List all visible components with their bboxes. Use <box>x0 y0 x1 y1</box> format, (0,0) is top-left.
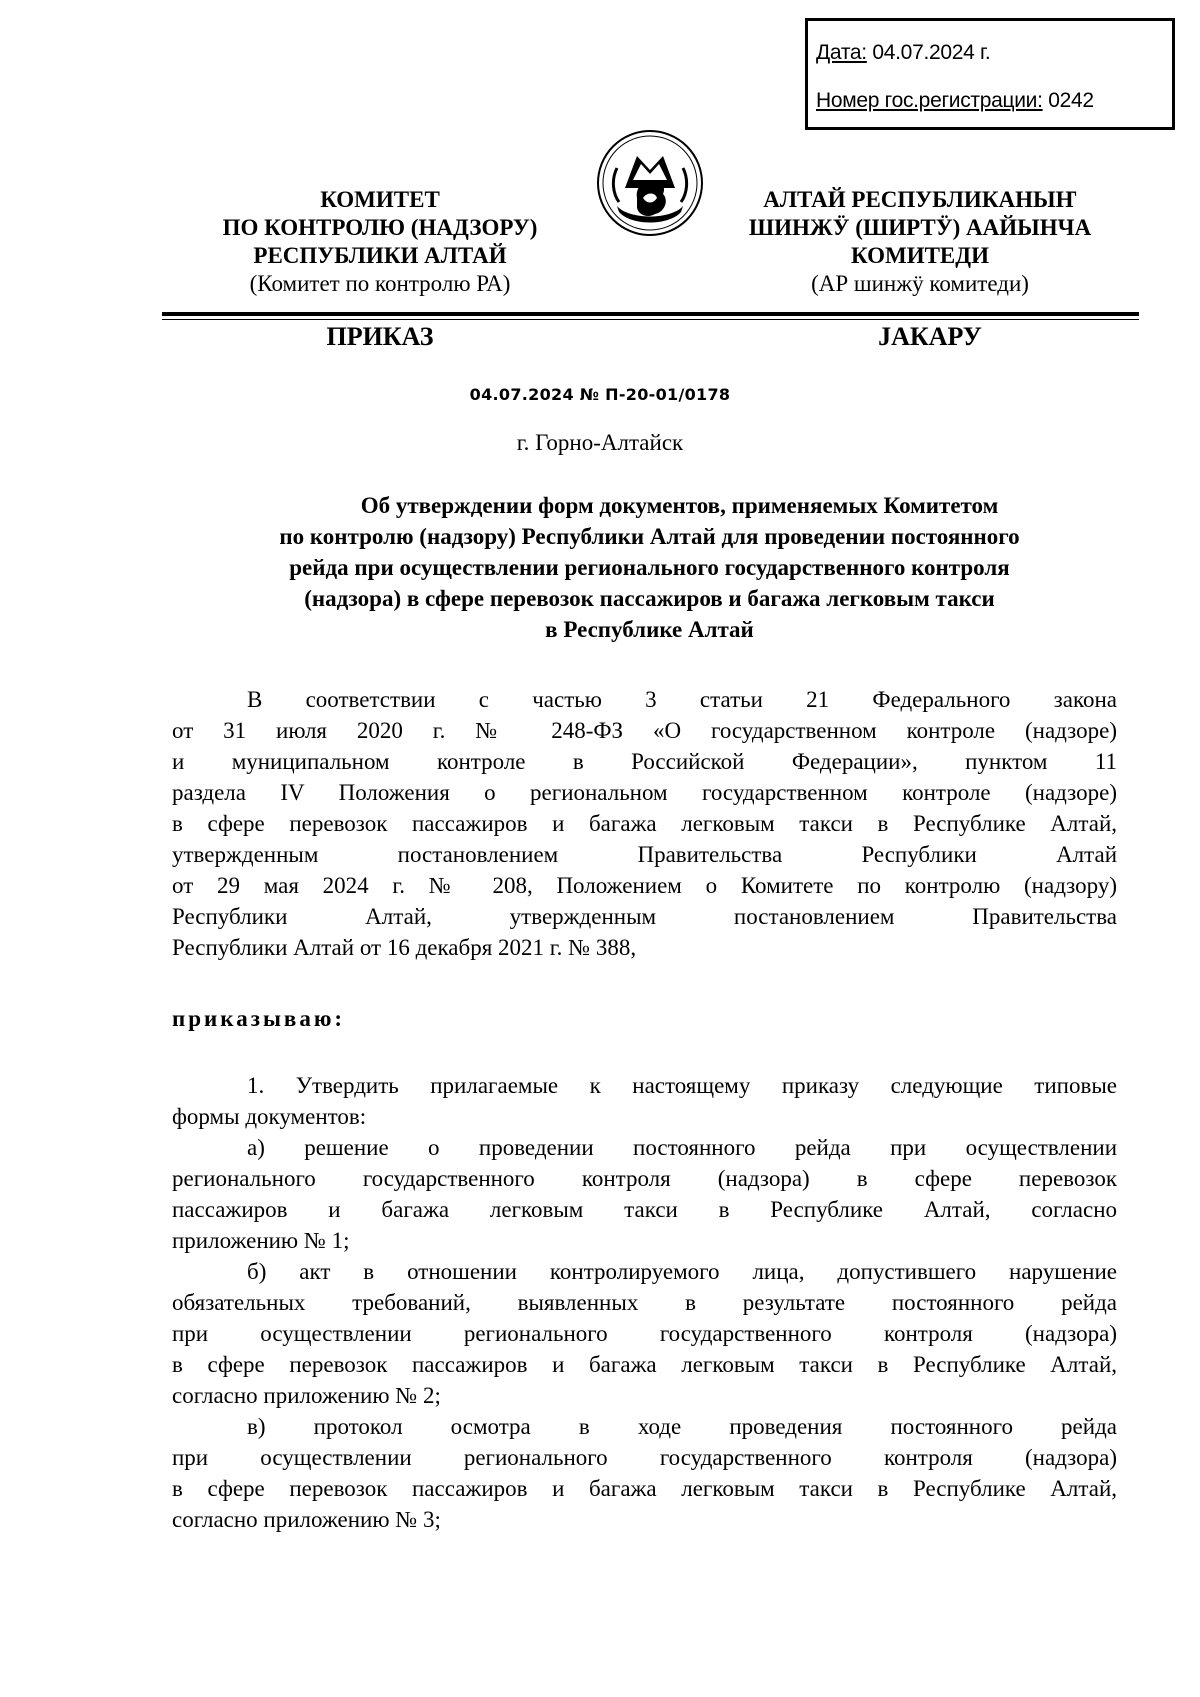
header-divider-thick <box>162 312 1139 316</box>
item-line: согласно приложению № 2; <box>172 1383 441 1408</box>
number-label: Номер гос.регистрации: <box>816 89 1043 112</box>
header-left-russian <box>200 186 560 298</box>
committee-name-line1: КОМИТЕТ <box>320 187 440 212</box>
registration-stamp <box>805 18 1175 130</box>
subject-line: (надзора) в сфере перевозок пассажиров и багажа легковым такси <box>304 586 995 611</box>
city: г. Горно-Алтайск <box>516 430 684 455</box>
item-line: 1. Утвердить прилагаемые к настоящему приказу следующие типовые <box>247 1073 1117 1098</box>
document-number: 04.07.2024 № П-20-01/0178 <box>469 385 731 404</box>
registration-number <box>816 89 1094 113</box>
document-subject <box>172 490 1127 645</box>
doc-type-russian: ПРИКАЗ <box>326 322 434 351</box>
paragraph-line: Республики Алтай, утвержденным постановлением Правительства <box>172 904 1117 929</box>
date-label: Дата: <box>816 41 867 64</box>
committee-altai-line3: КОМИТЕДИ <box>851 243 989 268</box>
coat-of-arms-icon <box>595 128 705 238</box>
paragraph-line: утвержденным постановлением Правительства Республики Алтай <box>172 842 1117 867</box>
item-line: приложению № 1; <box>172 1228 350 1253</box>
item-line: в сфере перевозок пассажиров и багажа легковым такси в Республике Алтай, <box>172 1352 1117 1377</box>
committee-altai-short-name: (АР шинжӱ комитеди) <box>811 271 1029 296</box>
paragraph-line: раздела IV Положения о региональном государственном контроле (надзоре) <box>172 780 1117 805</box>
preamble-paragraph <box>172 684 1117 963</box>
committee-altai-line1: АЛТАЙ РЕСПУБЛИКАНЫҤ <box>763 187 1077 212</box>
item-line: при осуществлении регионального государственного контроля (надзора) <box>172 1321 1117 1346</box>
committee-name-line2: ПО КОНТРОЛЮ (НАДЗОРУ) <box>222 215 538 240</box>
item-line: б) акт в отношении контролируемого лица, допустившего нарушение <box>247 1259 1117 1284</box>
header-divider-thin <box>162 319 1139 320</box>
subject-line: рейда при осуществлении регионального государственного контроля <box>289 555 1010 580</box>
item-line: формы документов: <box>172 1104 367 1129</box>
paragraph-line: от 29 мая 2024 г. № 208, Положением о Комитете по контролю (надзору) <box>172 873 1117 898</box>
item-line: пассажиров и багажа легковым такси в Республике Алтай, согласно <box>172 1197 1117 1222</box>
item-line: регионального государственного контроля (надзора) в сфере перевозок <box>172 1166 1117 1191</box>
order-word: приказываю: <box>172 1006 346 1031</box>
item-line: в) протокол осмотра в ходе проведения постоянного рейда <box>247 1414 1117 1439</box>
item-line: согласно приложению № 3; <box>172 1507 441 1532</box>
item-line: в сфере перевозок пассажиров и багажа легковым такси в Республике Алтай, <box>172 1476 1117 1501</box>
item-line: обязательных требований, выявленных в результате постоянного рейда <box>172 1290 1117 1315</box>
committee-altai-line2: ШИНЖӰ (ШИРТӰ) ААЙЫНЧА <box>748 215 1092 240</box>
number-value: 0242 <box>1048 89 1094 112</box>
subject-line: в Республике Алтай <box>545 617 754 642</box>
subject-line: Об утверждении форм документов, применяемых Комитетом <box>360 493 999 518</box>
order-items <box>172 1070 1117 1535</box>
paragraph-line: и муниципальном контроле в Российской Федерации», пунктом 11 <box>172 749 1117 774</box>
item-line: при осуществлении регионального государственного контроля (надзора) <box>172 1445 1117 1470</box>
header-right-altai <box>725 186 1115 298</box>
paragraph-line: в сфере перевозок пассажиров и багажа легковым такси в Республике Алтай, <box>172 811 1117 836</box>
date-value: 04.07.2024 г. <box>872 41 991 64</box>
registration-date <box>816 41 990 65</box>
paragraph-line: В соответствии с частью 3 статьи 21 Федерального закона <box>247 687 1117 712</box>
paragraph-line: от 31 июля 2020 г. № 248-ФЗ «О государственном контроле (надзоре) <box>172 718 1117 743</box>
committee-name-line3: РЕСПУБЛИКИ АЛТАЙ <box>253 243 507 268</box>
paragraph-line: Республики Алтай от 16 декабря 2021 г. № 388, <box>172 935 637 960</box>
subject-line: по контролю (надзору) Республики Алтай для проведении постоянного <box>279 524 1020 549</box>
item-line: а) решение о проведении постоянного рейда при осуществлении <box>247 1135 1117 1160</box>
doc-type-altai: JАКАРУ <box>878 322 982 351</box>
committee-short-name: (Комитет по контролю РА) <box>249 271 511 296</box>
